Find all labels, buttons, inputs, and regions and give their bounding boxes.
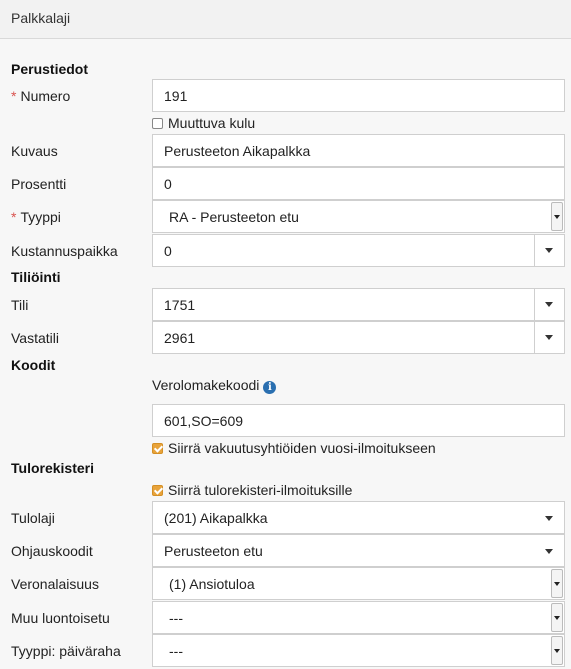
dialog-header (0, 0, 571, 39)
tulolaji-select[interactable]: (201) Aikapalkka (152, 501, 565, 534)
section-tulorekisteri: Tulorekisteri (11, 460, 94, 476)
tulorekisteri-checkbox[interactable]: Siirrä tulorekisteri-ilmoituksille (152, 482, 352, 498)
chevron-down-icon (554, 649, 560, 653)
ohjauskoodit-select[interactable]: Perusteeton etu (152, 534, 565, 567)
vastatili-select[interactable]: 2961 (152, 321, 565, 354)
chevron-down-icon (554, 582, 560, 586)
info-icon[interactable]: i (263, 381, 276, 394)
prosentti-label: Prosentti (11, 176, 67, 192)
dialog-title: Palkkalaji (11, 10, 71, 26)
ohjauskoodit-label: Ohjauskoodit (11, 543, 93, 559)
section-perustiedot: Perustiedot (11, 61, 89, 77)
dropdown-toggle[interactable] (534, 322, 564, 353)
veronalaisuus-label: Veronalaisuus (11, 576, 99, 592)
checkbox-unchecked-icon (152, 118, 163, 129)
dropdown-toggle[interactable] (534, 289, 564, 320)
numero-input[interactable]: 191 (152, 79, 565, 112)
tyyppi-label: * Tyyppi (11, 209, 61, 225)
tulolaji-label: Tulolaji (11, 510, 55, 526)
chevron-down-icon (545, 549, 553, 554)
veronalaisuus-select[interactable]: (1) Ansiotuloa (152, 567, 565, 600)
kuvaus-label: Kuvaus (11, 143, 58, 159)
muu-luontoisetu-label: Muu luontoisetu (11, 610, 110, 626)
verolomakekoodi-input[interactable]: 601,SO=609 (152, 404, 565, 437)
dropdown-toggle[interactable] (534, 235, 564, 266)
muuttuva-kulu-checkbox[interactable]: Muuttuva kulu (152, 115, 255, 131)
section-tilioin: Tiliöinti (11, 269, 61, 285)
tili-select[interactable]: 1751 (152, 288, 565, 321)
chevron-down-icon (545, 302, 553, 307)
chevron-down-icon (554, 616, 560, 620)
chevron-down-icon (545, 516, 553, 521)
required-marker: * (11, 209, 17, 225)
checkbox-checked-icon (152, 485, 163, 496)
select-stepper[interactable] (551, 636, 563, 665)
kustannuspaikka-label: Kustannuspaikka (11, 243, 118, 259)
select-stepper[interactable] (551, 569, 563, 598)
select-stepper[interactable] (551, 202, 563, 231)
tyyppi-paivaraha-select[interactable]: --- (152, 634, 565, 667)
chevron-down-icon (545, 248, 553, 253)
tili-label: Tili (11, 297, 29, 313)
kustannuspaikka-select[interactable]: 0 (152, 234, 565, 267)
prosentti-input[interactable]: 0 (152, 167, 565, 200)
kuvaus-input[interactable]: Perusteeton Aikapalkka (152, 134, 565, 167)
muu-luontoisetu-select[interactable]: --- (152, 601, 565, 634)
verolomakekoodi-label: Verolomakekoodi i (152, 377, 276, 394)
numero-label: * Numero (11, 88, 71, 104)
select-stepper[interactable] (551, 603, 563, 632)
checkbox-checked-icon (152, 443, 163, 454)
required-marker: * (11, 88, 17, 104)
tyyppi-select[interactable]: RA - Perusteeton etu (152, 200, 565, 233)
vakuutus-checkbox[interactable]: Siirrä vakuutusyhtiöiden vuosi-ilmoitukseen (152, 440, 436, 456)
chevron-down-icon (545, 335, 553, 340)
tyyppi-paivaraha-label: Tyyppi: päiväraha (11, 643, 121, 659)
vastatili-label: Vastatili (11, 330, 59, 346)
section-koodit: Koodit (11, 357, 56, 373)
chevron-down-icon (554, 215, 560, 219)
